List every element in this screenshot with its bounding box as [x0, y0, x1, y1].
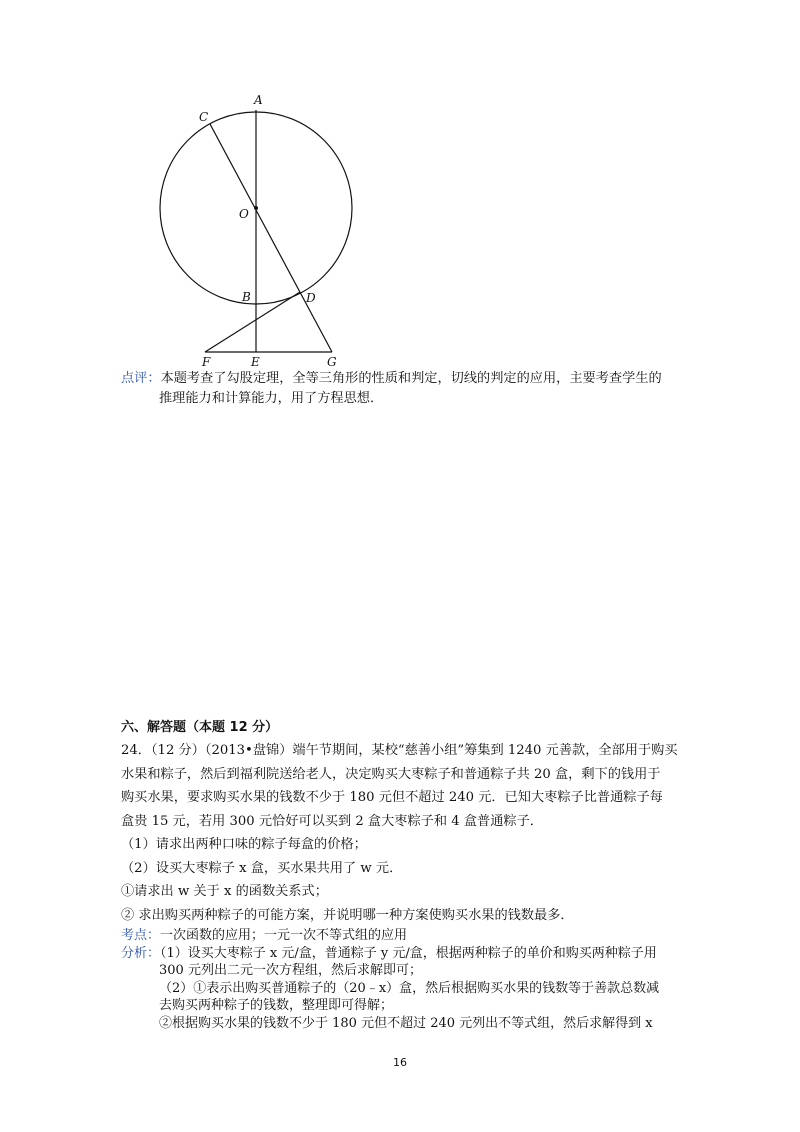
analysis-line: （1）设买大枣粽子 x 元/盒，普通粽子 y 元/盒，根据两种粽子的单价和购买两种粽子用: [160, 945, 657, 961]
comment-text-1: 本题考查了勾股定理，全等三角形的性质和判定，切线的判定的应用，主要考查学生的: [160, 371, 662, 386]
label-d: D: [306, 291, 316, 305]
problem-line: 水果和粽子，然后到福利院送给老人，决定购买大枣粽子和普通粽子共 20 盒，剩下的钱用于: [121, 766, 661, 782]
problem-line: （2）设买大枣粽子 x 盒，买水果共用了 w 元．: [121, 860, 403, 876]
problem-24: [121, 739, 691, 927]
comment-tag: 点评: [121, 371, 148, 386]
kaodian-text: 一次函数的应用；一元一次不等式组的应用: [160, 928, 408, 943]
kaodian-line: 考点：一次函数的应用；一元一次不等式组的应用: [121, 928, 408, 943]
label-c: C: [199, 110, 209, 124]
section-title: 六、解答题（本题 12 分）: [121, 720, 279, 735]
fenxi-tag: 分析: [121, 945, 148, 961]
circle-diagram: [150, 90, 380, 375]
label-b: B: [242, 290, 251, 304]
analysis-line: 300 元列出二元一次方程组，然后求解即可；: [159, 963, 422, 978]
geometry-figure: [150, 90, 380, 375]
problem-line: 24．（12 分）（2013•盘锦）端午节期间，某校“慈善小组”筹集到 1240 元善款，全部用于购买: [121, 743, 678, 758]
fenxi-line: 分析：（1）设买大枣粽子 x 元/盒，普通粽子 y 元/盒，根据两种粽子的单价和购买两种粽子用: [121, 945, 657, 961]
page-number: 16: [393, 1056, 407, 1069]
label-o: O: [239, 207, 249, 221]
problem-line: ② 求出购买两种粽子的可能方案，并说明哪一种方案使购买水果的钱数最多．: [121, 907, 574, 923]
analysis-line: 去购买两种粽子的钱数，整理即可得解；: [159, 998, 394, 1013]
comment-line-1: [121, 369, 691, 389]
analysis-line: （2）①表示出购买普通粽子的（20﹣x）盒，然后根据购买水果的钱数等于善款总数减: [159, 980, 660, 996]
problem-line: （1）请求出两种口味的粽子每盒的价格；: [121, 837, 367, 852]
line-fd: [205, 292, 300, 352]
line-cg: [210, 124, 332, 352]
analysis-block: [121, 927, 691, 1032]
comment-line-2: 推理能力和计算能力，用了方程思想．: [159, 391, 384, 406]
label-f: F: [202, 355, 211, 369]
problem-line: 购买水果，要求购买水果的钱数不少于 180 元但不超过 240 元．已知大枣粽子比普通粽子每: [121, 790, 663, 805]
center-point: [254, 206, 258, 210]
label-e: E: [251, 355, 260, 369]
comment-block: [121, 369, 691, 409]
comment-sep: ：: [147, 371, 161, 386]
answer-section: [121, 716, 691, 927]
label-g: G: [327, 355, 337, 369]
kaodian-tag: 考点: [121, 928, 148, 943]
problem-line: 盒贵 15 元，若用 300 元恰好可以买到 2 盒大枣粽子和 4 盒普通粽子．: [121, 813, 543, 829]
analysis-line: ②根据购买水果的钱数不少于 180 元但不超过 240 元列出不等式组，然后求解得到 x: [159, 1015, 653, 1031]
problem-line: ①请求出 w 关于 x 的函数关系式；: [121, 884, 328, 899]
label-a: A: [254, 93, 263, 107]
